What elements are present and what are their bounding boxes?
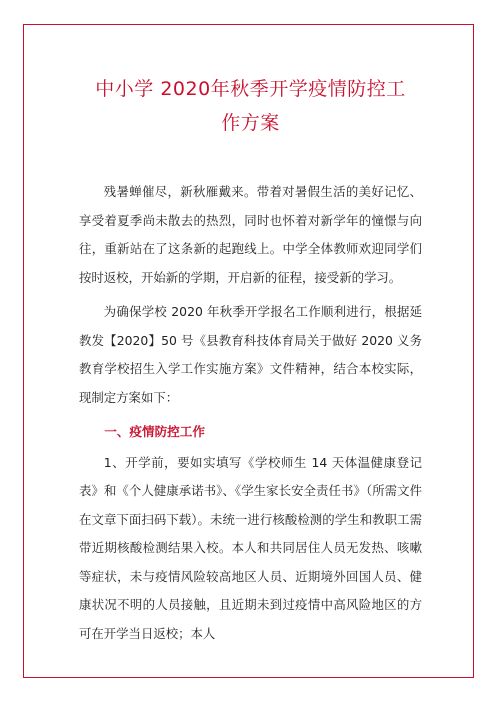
purpose-paragraph: 为确保学校 2020 年秋季开学报名工作顺利进行，根据延教发【2020】50 号《县教育科技体育局关于做好 2020 义务教育学校招生入学工作实施方案》文件精神，结合本校实际，现制定方案如下： <box>79 304 422 405</box>
document-body <box>79 178 422 648</box>
intro-paragraph: 残暑蝉催尽，新秋雁戴来。带着对暑假生活的美好记忆、享受着夏季尚未散去的热烈，同时也怀着对新学年的憧憬与向往，重新站在了这条新的起跑线上。中学全体教师欢迎同学们按时返校，开始新的学期，开启新的征程，接受新的学习。 <box>79 184 422 285</box>
title-line-1: 中小学 2020年秋季开学疫情防控工 <box>95 78 406 100</box>
section-1-paragraph: 1、开学前，要如实填写《学校师生 14 天体温健康登记表》和《个人健康承诺书》、《学生家长安全责任书》（所需文件在文章下面扫码下载）。未统一进行核酸检测的学生和教职工需带近期核酸检测结果入校。本人和共同居住人员无发热、咳嗽等症状，未与疫情风险较高地区人员、近期境外回国人员、健康状况不明的人员接触，且近期未到过疫情中高风险地区的方可在开学当日返校；本人 <box>79 454 422 641</box>
section-heading-epidemic-control: 一、疫情防控工作 <box>104 424 205 439</box>
document-title <box>79 72 422 140</box>
title-line-2: 作方案 <box>221 112 280 134</box>
document-content <box>79 72 422 648</box>
